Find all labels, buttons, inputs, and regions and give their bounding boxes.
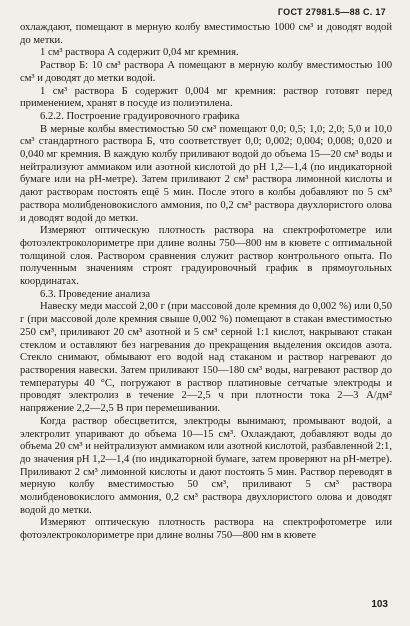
body-text [20, 22, 392, 543]
paragraph: 1 см³ раствора Б содержит 0,004 мг кремния: раствор готовят перед применением, хранят в посуде из полиэтилена. [20, 85, 392, 110]
paragraph: Раствор Б: 10 см³ раствора А помещают в мерную колбу вместимостью 100 см³ и доводят до метки водой. [20, 60, 392, 84]
paragraph: Измеряют оптическую плотность раствора на спектрофотометре или фотоэлектроколориметре при длине волны 750—800 нм в кювете [20, 517, 392, 542]
paragraph: 6.2.2. Построение градуировочного графика [40, 110, 240, 122]
paragraph: Навеску меди массой 2,00 г (при массовой доле кремния до 0,002 %) или 0,50 г (при массовой доле кремния свыше 0,002 %) помещают в стакан вместимостью 250 см³, приливают 20 см³ азотной и 5 см³ серной 1:1 кислот, накрывают стакан стеклом и оставляют без нагревания до прекращения выделения оксидов азота. Стекло снимают, обмывают его водой над стаканом и раствор нагревают до растворения навески. Затем приливают 150—180 см³ воды, нагревают раствор до температуры 40 °С, погружают в раствор платиновые сетчатые электроды и проводят электролиз в течение 2—2,5 ч при плотности тока 2—3 А/дм² напряжение 2,2—2,5 В при перемешивании. [20, 301, 392, 415]
page-number: 103 [371, 599, 388, 610]
paragraph: 6.3. Проведение анализа [40, 288, 151, 300]
paragraph: Измеряют оптическую плотность раствора на спектрофотометре или фотоэлектроколориметре при длине волны 750—800 нм в кювете с оптимальной толщиной слоя. Раствором сравнения служит раствор контрольного опыта. По полученным значениям строят градуировочный график в прямоугольных координатах. [20, 225, 392, 288]
paragraph: Когда раствор обесцветится, электроды вынимают, промывают водой, а электролит упаривают до объема 10—15 см³. Охлаждают, добавляют воды до объема 20 см³ и нейтрализуют аммиаком или азотной кислотой, разбавленной 2:1, до значения рН 1,2—1,4 (по индикаторной бумаге, затем проверяют на рН-метре). Приливают 2 см³ лимонной кислоты и дают постоять 5 мин. Раствор переводят в мерную колбу вместимостью 50 см³, приливают 5 см³ раствора молибденовокислого аммония, 0,2 см³ раствора двухлористого олова и доводят водой до метки. [20, 415, 392, 516]
paragraph: 1 см³ раствора А содержит 0,04 мг кремния. [40, 47, 239, 59]
paragraph: охлаждают, помещают в мерную колбу вместимостью 1000 см³ и доводят водой до метки. [20, 22, 392, 46]
paragraph: В мерные колбы вместимостью 50 см³ помещают 0,0; 0,5; 1,0; 2,0; 5,0 и 10,0 см³ стандартного раствора Б, что соответствует 0,0; 0,002; 0,004; 0,008; 0,020 и 0,040 мг кремния. В каждую колбу приливают водой до объема 15—20 см³ воды и нейтрализуют аммиаком или азотной кислотой до рН 1,2—1,4 (по индикаторной бумаге или на рН-метре). Затем приливают 2 см³ раствора лимонной кислоты и дают растворам постоять ещё 5 мин. После этого в колбы добавляют по 5 см³ раствора молибденовокислого аммония, по 0,2 см³ раствора двухлористого олова и доводят водой до метки. [20, 123, 392, 224]
page-header: ГОСТ 27981.5—88 С. 17 [277, 7, 386, 17]
